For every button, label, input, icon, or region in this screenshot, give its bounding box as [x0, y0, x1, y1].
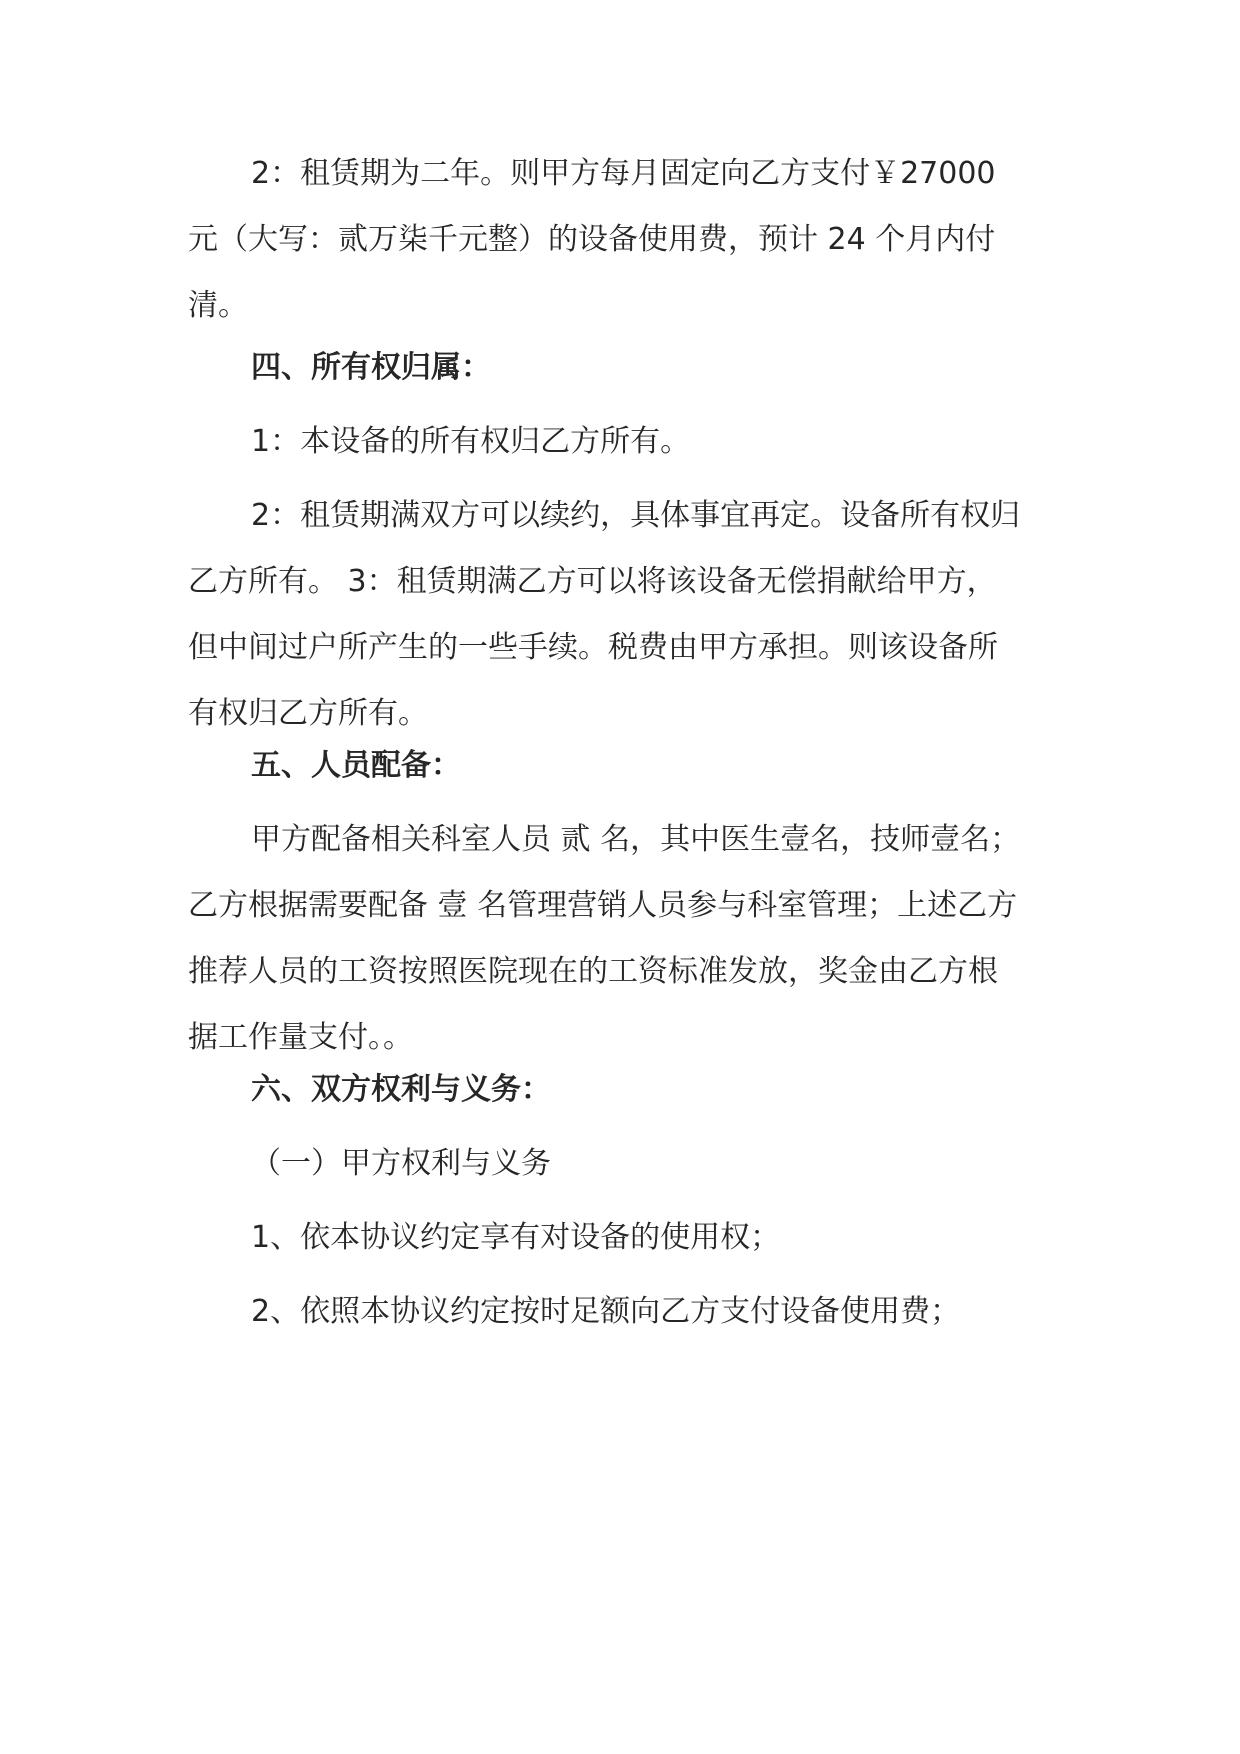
paragraph-party-a-2: 2、依照本协议约定按时足额向乙方支付设备使用费；: [251, 1294, 961, 1329]
text-line: 清。: [188, 288, 248, 323]
paragraph-rent-term: [188, 141, 1068, 339]
paragraph-ownership-2: [188, 483, 1068, 747]
paragraph-ownership-1: 1：本设备的所有权归乙方所有。: [251, 424, 691, 459]
text-line: 2：租赁期为二年。则甲方每月固定向乙方支付￥27000: [251, 156, 996, 191]
paragraph-party-a-1: 1、依本协议约定享有对设备的使用权；: [251, 1220, 781, 1255]
text-line: 但中间过户所产生的一些手续。税费由甲方承担。则该设备所: [188, 630, 998, 665]
text-line: 有权归乙方所有。: [188, 696, 428, 731]
section-heading-staffing: 五、人员配备：: [251, 748, 461, 783]
text-line: 据工作量支付。。: [188, 1020, 413, 1055]
text-line: 推荐人员的工资按照医院现在的工资标准发放，奖金由乙方根: [188, 954, 998, 989]
text-line: 乙方根据需要配备 壹 名管理营销人员参与科室管理；上述乙方: [188, 888, 1018, 923]
text-line: 甲方配备相关科室人员 贰 名，其中医生壹名，技师壹名；: [251, 822, 1021, 857]
text-line: 元（大写：贰万柒千元整）的设备使用费，预计 24 个月内付: [188, 222, 996, 257]
text-line: 乙方所有。 3：租赁期满乙方可以将该设备无偿捐献给甲方，: [188, 564, 997, 599]
section-heading-rights-obligations: 六、双方权利与义务：: [251, 1072, 551, 1107]
text-line: 2：租赁期满双方可以续约，具体事宜再定。设备所有权归: [251, 498, 1021, 533]
paragraph-staffing: [188, 807, 1068, 1071]
section-heading-ownership: 四、所有权归属：: [251, 350, 491, 385]
subheading-party-a: （一）甲方权利与义务: [251, 1146, 551, 1181]
